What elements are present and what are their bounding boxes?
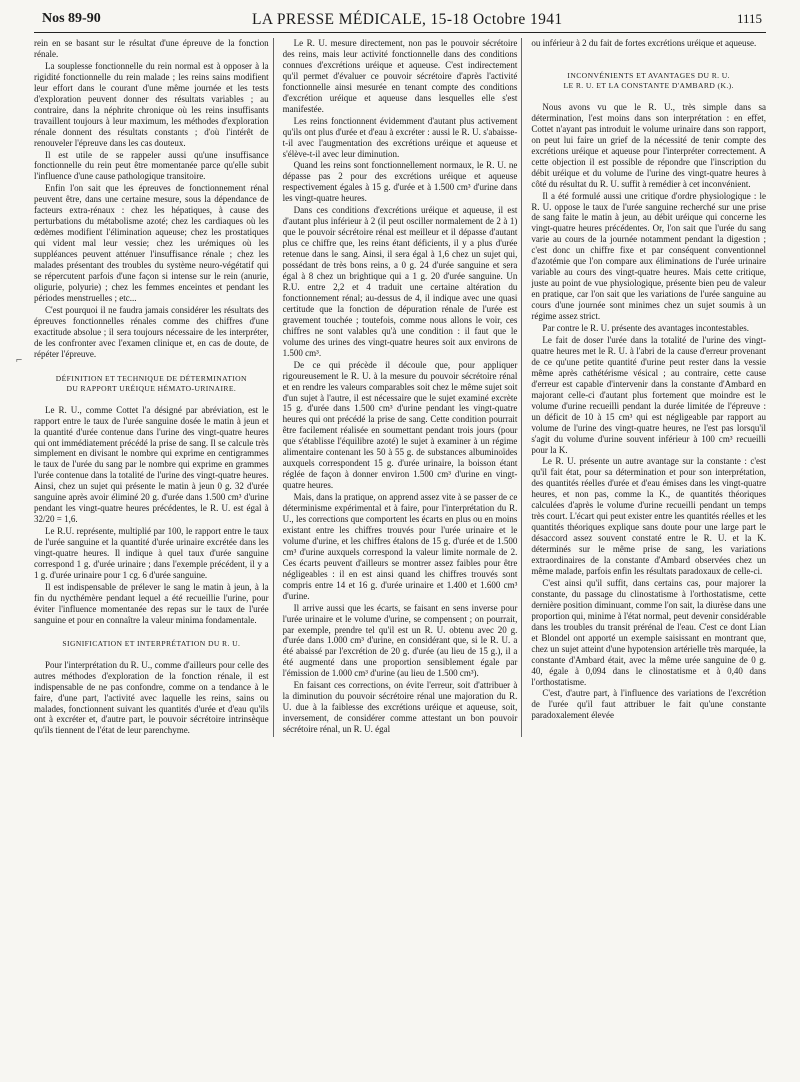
- paragraph: Quand les reins sont fonctionnellement normaux, le R. U. ne dépasse pas 2 pour des excrétions uréique et aqueuse respectivement égales à 15 g. d'urée et à 1.500 cm³ d'urine dans les vingt-quatre heures.: [282, 160, 518, 204]
- paragraph: Dans ces conditions d'excrétions uréique et aqueuse, il est d'autant plus inférieur à 2 (il peut osciller normalement de 2 à 1) que le pouvoir sécrétoire rénal est meilleur et il dépasse d'autant plus ce chiffre que, les reins étant déficients, il y a plus d'urée retenue dans le sang. Ainsi, il sera égal à 1,6 chez un sujet qui, possédant de très bons reins, a 0 g. 24 d'urée sanguine et sera égal à 8 chez un brightique qui a 1 g. 20 d'urée sanguine. Un R.U. entre 2,2 et 4 traduit une certaine altération du fonctionnement rénal; au-dessus de 4, il indique avec une quasi certitude que la fonction de dépuration rénale de l'urée est gravement touchée ; toutefois, comme nous allons le voir, ces chiffres ne sont valables qu'à une condition : il faut que le volume des urines des vingt-quatre heures soit aux environs de 1.500 cm³.: [282, 205, 518, 358]
- paragraph: La souplesse fonctionnelle du rein normal est à opposer à la rigidité fonctionnelle du rein malade ; les reins sains modifient leur effort dans le courant d'une même journée et les tests d'exploration peuvent donner des résultats variables ; au contraire, dans la néphrite chronique où les reins insuffisants travaillent toujours à leur maximum, les méthodes d'exploration rénale donnent des résultats constants ; d'où l'intérêt de renouveler l'épreuve dans les cas douteux.: [34, 60, 269, 148]
- paragraph: Il arrive aussi que les écarts, se faisant en sens inverse pour l'urée urinaire et le volume d'urine, se compensent ; on pourrait, par exemple, prendre tel qu'il est un R. U. obtenu avec 20 g. d'urée dans 1.000 cm³ d'urine, en considérant que, si le R. U. a été abaissé par l'excrétion de 20 g. d'urée (au lieu de 15 g.), il a été augmenté dans une proportion sensiblement égale par l'émission de 1.000 cm³ d'urine (au lieu de 1.500 cm³).: [282, 602, 518, 679]
- column-3: [531, 38, 766, 737]
- section-heading: INCONVÉNIENTS ET AVANTAGES DU R. U.: [567, 70, 730, 80]
- paragraph: ou inférieur à 2 du fait de fortes excrétions uréique et aqueuse.: [531, 38, 757, 48]
- section-heading: DÉFINITION ET TECHNIQUE DE DÉTERMINATION: [55, 373, 247, 383]
- paragraph: C'est, d'autre part, à l'influence des variations de l'excrétion de l'urée qu'il faut attribuer le fait qu'une constante paradoxalement élevée: [531, 688, 767, 721]
- section-heading: DU RAPPORT URÉIQUE HÉMATO-URINAIRE.: [66, 383, 237, 393]
- paragraph: C'est pourquoi il ne faudra jamais considérer les résultats des épreuves fonctionnelles rénales comme des chiffres d'une exactitude absolue ; il sera toujours nécessaire de les interpréter, de les confronter avec l'examen clinique et, en cas de doute, de répéter l'épreuve.: [34, 304, 269, 359]
- paragraph: De ce qui précède il découle que, pour appliquer rigoureusement le R. U. à la mesure du pouvoir sécrétoire rénal et en rendre les valeurs comparables soit chez le même sujet soit d'un sujet à l'autre, il est nécessaire que le sujet examiné excrète 15 g. d'urée dans 1.500 cm³ d'urine pendant les vingt-quatre heures qui ont précédé la prise de sang. Cette condition pourrait être facilement réalisée en soumettant pendant trois jours (pour que s'établisse l'équilibre azoté) le sujet à examiner à un régime alimentaire contenant les 50 à 55 g. de substances albuminoïdes auxquels correspondent 15 g. d'urée urinaire, la boisson étant réglée de façon à donner environ 1.500 cm³ d'urine en vingt-quatre heures.: [282, 359, 518, 491]
- section-heading: SIGNIFICATION ET INTERPRÉTATION DU R. U.: [62, 638, 241, 648]
- paragraph: Le fait de doser l'urée dans la totalité de l'urine des vingt-quatre heures met le R. U. à l'abri de la cause d'erreur provenant de ce qu'une petite quantité d'urine peut rester dans la vessie même après cathétérisme vésical ; au contraire, cette cause d'erreur est capable d'intervenir dans la constante d'Ambard en majorant celle-ci d'autant plus fortement que moindre est le volume d'urine recueilli pendant la durée limitée de l'épreuve : un déficit de 10 à 15 cm³ qui est négligeable par rapport au volume de l'urine des vingt-quatre heures, ne l'est pas lorsqu'il s'agit du volume d'urine souvent inférieur à 100 cm³ recueilli pour la K.: [531, 334, 767, 455]
- paragraph: En faisant ces corrections, on évite l'erreur, soit d'attribuer à la diminution du pouvoir sécrétoire rénal une majoration du R. U. due à la faiblesse des excrétions uréique et aqueuse, soit, inversement, de considérer comme attestant un bon pouvoir sécrétoire rénal, un R. U. égal: [282, 680, 518, 735]
- paragraph: Le R. U., comme Cottet l'a désigné par abréviation, est le rapport entre le taux de l'urée sanguine dosée le matin à jeun et la quantité d'urée contenue dans l'urine des vingt-quatre heures qui ont immédiatement précédé la prise de sang. Il se calcule très simplement en divisant le nombre qui exprime en centigrammes le taux de l'urée du sang par le nombre qui exprime en grammes l'urée contenue dans la totalité de l'urine des vingt-quatre heures. Ainsi, chez un sujet qui présente le matin à jeun 0 g. 32 d'urée sanguine après avoir éliminé 20 g. d'urée dans 1.500 cm³ d'urine pendant les vingt-quatre heures précédentes, le R. U. est égal à 32/20 = 1,6.: [34, 404, 269, 525]
- column-2: [283, 38, 523, 737]
- paragraph: Le R.U. représente, multiplié par 100, le rapport entre le taux de l'urée sanguine et la quantité d'urée urinaire excrétée dans les vingt-quatre heures. Il indique à quel taux d'urée sanguine correspond 1 g. d'urée urinaire ; dans l'exemple précédent, il y a 1 g. d'urée urinaire pour 1 cg. 6 d'urée sanguine.: [34, 526, 269, 580]
- paragraph: Mais, dans la pratique, on apprend assez vite à se passer de ce déterminisme expérimental et à faire, pour l'interprétation du R. U., les corrections que comportent les écarts en plus ou en moins existant entre les chiffres trouvés pour l'urée urinaire et le volume d'urine, et les chiffres étalons de 15 g. d'urée et de 1.500 cm³ d'urine auxquels correspond la valeur limite normale de 2. Ces écarts peuvent d'ailleurs se montrer assez faibles pour être négligeables : il en est ainsi quand les chiffres trouvés sont compris entre 14 et 16 g. d'urée urinaire et 1.400 et 1.600 cm³ d'urine.: [282, 492, 518, 601]
- paragraph: Enfin l'on sait que les épreuves de fonctionnement rénal peuvent être, dans une certaine mesure, sous la dépendance de facteurs extra-rénaux : chez les hépatiques, à cause des perturbations du métabolisme azoté; chez les cardiaques où les œdèmes modifient l'élimination aqueuse; chez les prostatiques qui vident mal leur vessie; chez les urémiques où les suppléances peuvent atténuer l'insuffisance rénale ; chez les malades présentant des troubles du système neuro-végétatif qui se répercutent parfois d'une façon si intense sur le rein (anurie, oligurie, polyurie) ; chez les femmes enceintes et pendant les périodes menstruelles ; etc...: [34, 183, 269, 303]
- paragraph: Le R. U. présente un autre avantage sur la constante : c'est qu'il fait état, pour sa détermination et pour son interprétation, des quantités réelles d'urée et d'eau émises dans les vingt-quatre heures, et non pas, comme la K., de quantités théoriques calculées d'après le volume d'urine recueilli pendant un temps très court. L'écart qui peut exister entre les quantités réelles et les quantités théoriques explique sans doute pour une large part le désaccord assez souvent constaté entre le R. U. et la K. déterminés sur le même prise de sang, les variations extraordinaires de la constante d'Ambard observées chez un même malade, parfois enfin les résultats paradoxaux de celle-ci.: [531, 456, 767, 576]
- paragraph: C'est ainsi qu'il suffit, dans certains cas, pour majorer la constante, du passage du clinostatisme à l'orthostatisme, cette dernière position diminuant, comme l'on sait, la diurèse dans une proportion qui, minime à l'état normal, peut devenir considérable dans les troubles du transit prérénal de l'eau. C'est ce dont Lian et Blondel ont apporté un exemple saisissant en montrant que, chez un sujet atteint d'une hypotension artérielle très marquée, la constante d'Ambard était, avec la même urée sanguine de 0 g. 40, égale à 0,094 dans le clinostatisme et à 0,40 dans l'orthostatisme.: [531, 577, 767, 687]
- paragraph: Il est utile de se rappeler aussi qu'une insuffisance fonctionnelle du rein peut être momentanée parce qu'elle subit l'influence d'une cause pathologique transitoire.: [34, 149, 269, 182]
- paragraph: Le R. U. mesure directement, non pas le pouvoir sécrétoire des reins, mais leur activité fonctionnelle dans des conditions connues d'excrétions uréique et aqueuse. C'est indirectement qu'il permet d'évaluer ce pouvoir sécrétoire d'après l'activité fonctionnelle ainsi mesurée en tenant compte des conditions d'excrétion uréique et aqueuse dans lesquelles elle s'est manifestée.: [282, 38, 518, 114]
- paragraph: Nous avons vu que le R. U., très simple dans sa détermination, l'est moins dans son interprétation : en effet, Cottet n'ayant pas introduit le volume urinaire dans son rapport, on peut lui faire un grief de la nécessité de tenir compte des excrétions uréique et aqueuse pour l'interpréter correctement. A cette objection il est possible de répondre que l'inscription du débit uréique et du volume de l'urine des vingt-quatre heures à côté du résultat du R. U. suffit à remédier à cet inconvénient.: [531, 101, 767, 189]
- paragraph: Les reins fonctionnent évidemment d'autant plus activement qu'ils ont plus d'urée et d'eau à excréter : aussi le R. U. s'abaisse-t-il avec l'augmentation des excrétions uréique et aqueuse et s'élève-t-il avec leur diminution.: [282, 115, 518, 159]
- section-heading: LE R. U. ET LA CONSTANTE D'AMBARD (K.).: [563, 80, 734, 90]
- page-header: [34, 10, 766, 33]
- margin-mark: ⌐: [16, 354, 23, 366]
- paragraph: Il est indispensable de prélever le sang le matin à jeun, à la fin du nycthémère pendant lequel a été recueillie l'urine, pour éviter l'influence momentanée des repas sur le taux de l'urée sanguine et pour en connaître la valeur minima fondamentale.: [34, 581, 269, 625]
- column-1: [34, 38, 274, 737]
- paragraph: Il a été formulé aussi une critique d'ordre physiologique : le R. U. oppose le taux de l'urée sanguine recherché sur une prise de sang faite le matin à jeun, au débit uréique qui concerne les vingt-quatre heures précédentes. Or, l'on sait que l'urée du sang varie au cours de la journée notamment pendant la digestion ; c'est donc un chiffre fixe et par conséquent conventionnel d'azotémie que l'on compare aux éliminations de l'urée urinaire variable au cours des vingt-quatre heures. Mais cette critique, juste au point de vue physiologique, présente bien peu de valeur en pratique, car l'on sait que les variations de l'urée sanguine au cours d'une journée sont minimes chez un sujet soumis à un régime assez strict.: [531, 190, 767, 322]
- issue-number: Nos 89-90: [42, 11, 101, 26]
- paragraph: rein en se basant sur le résultat d'une épreuve de la fonction rénale.: [34, 38, 269, 59]
- article-columns: [34, 38, 766, 737]
- page-number: 1115: [736, 11, 762, 26]
- journal-title: LA PRESSE MÉDICALE, 15-18 Octobre 1941: [252, 11, 563, 28]
- paragraph: Pour l'interprétation du R. U., comme d'ailleurs pour celle des autres méthodes d'exploration de la fonction rénale, il est indispensable de ne pas confondre, comme on a tendance à le faire, d'une part, l'activité avec laquelle les reins, sains ou malades, fonctionnent suivant les quantités d'urée et d'eau qu'ils ont à excréter et, d'autre part, le pouvoir sécrétoire intrinsèque qu'ils tiennent de l'état de leur parenchyme.: [34, 659, 269, 736]
- paragraph: Par contre le R. U. présente des avantages incontestables.: [542, 323, 750, 334]
